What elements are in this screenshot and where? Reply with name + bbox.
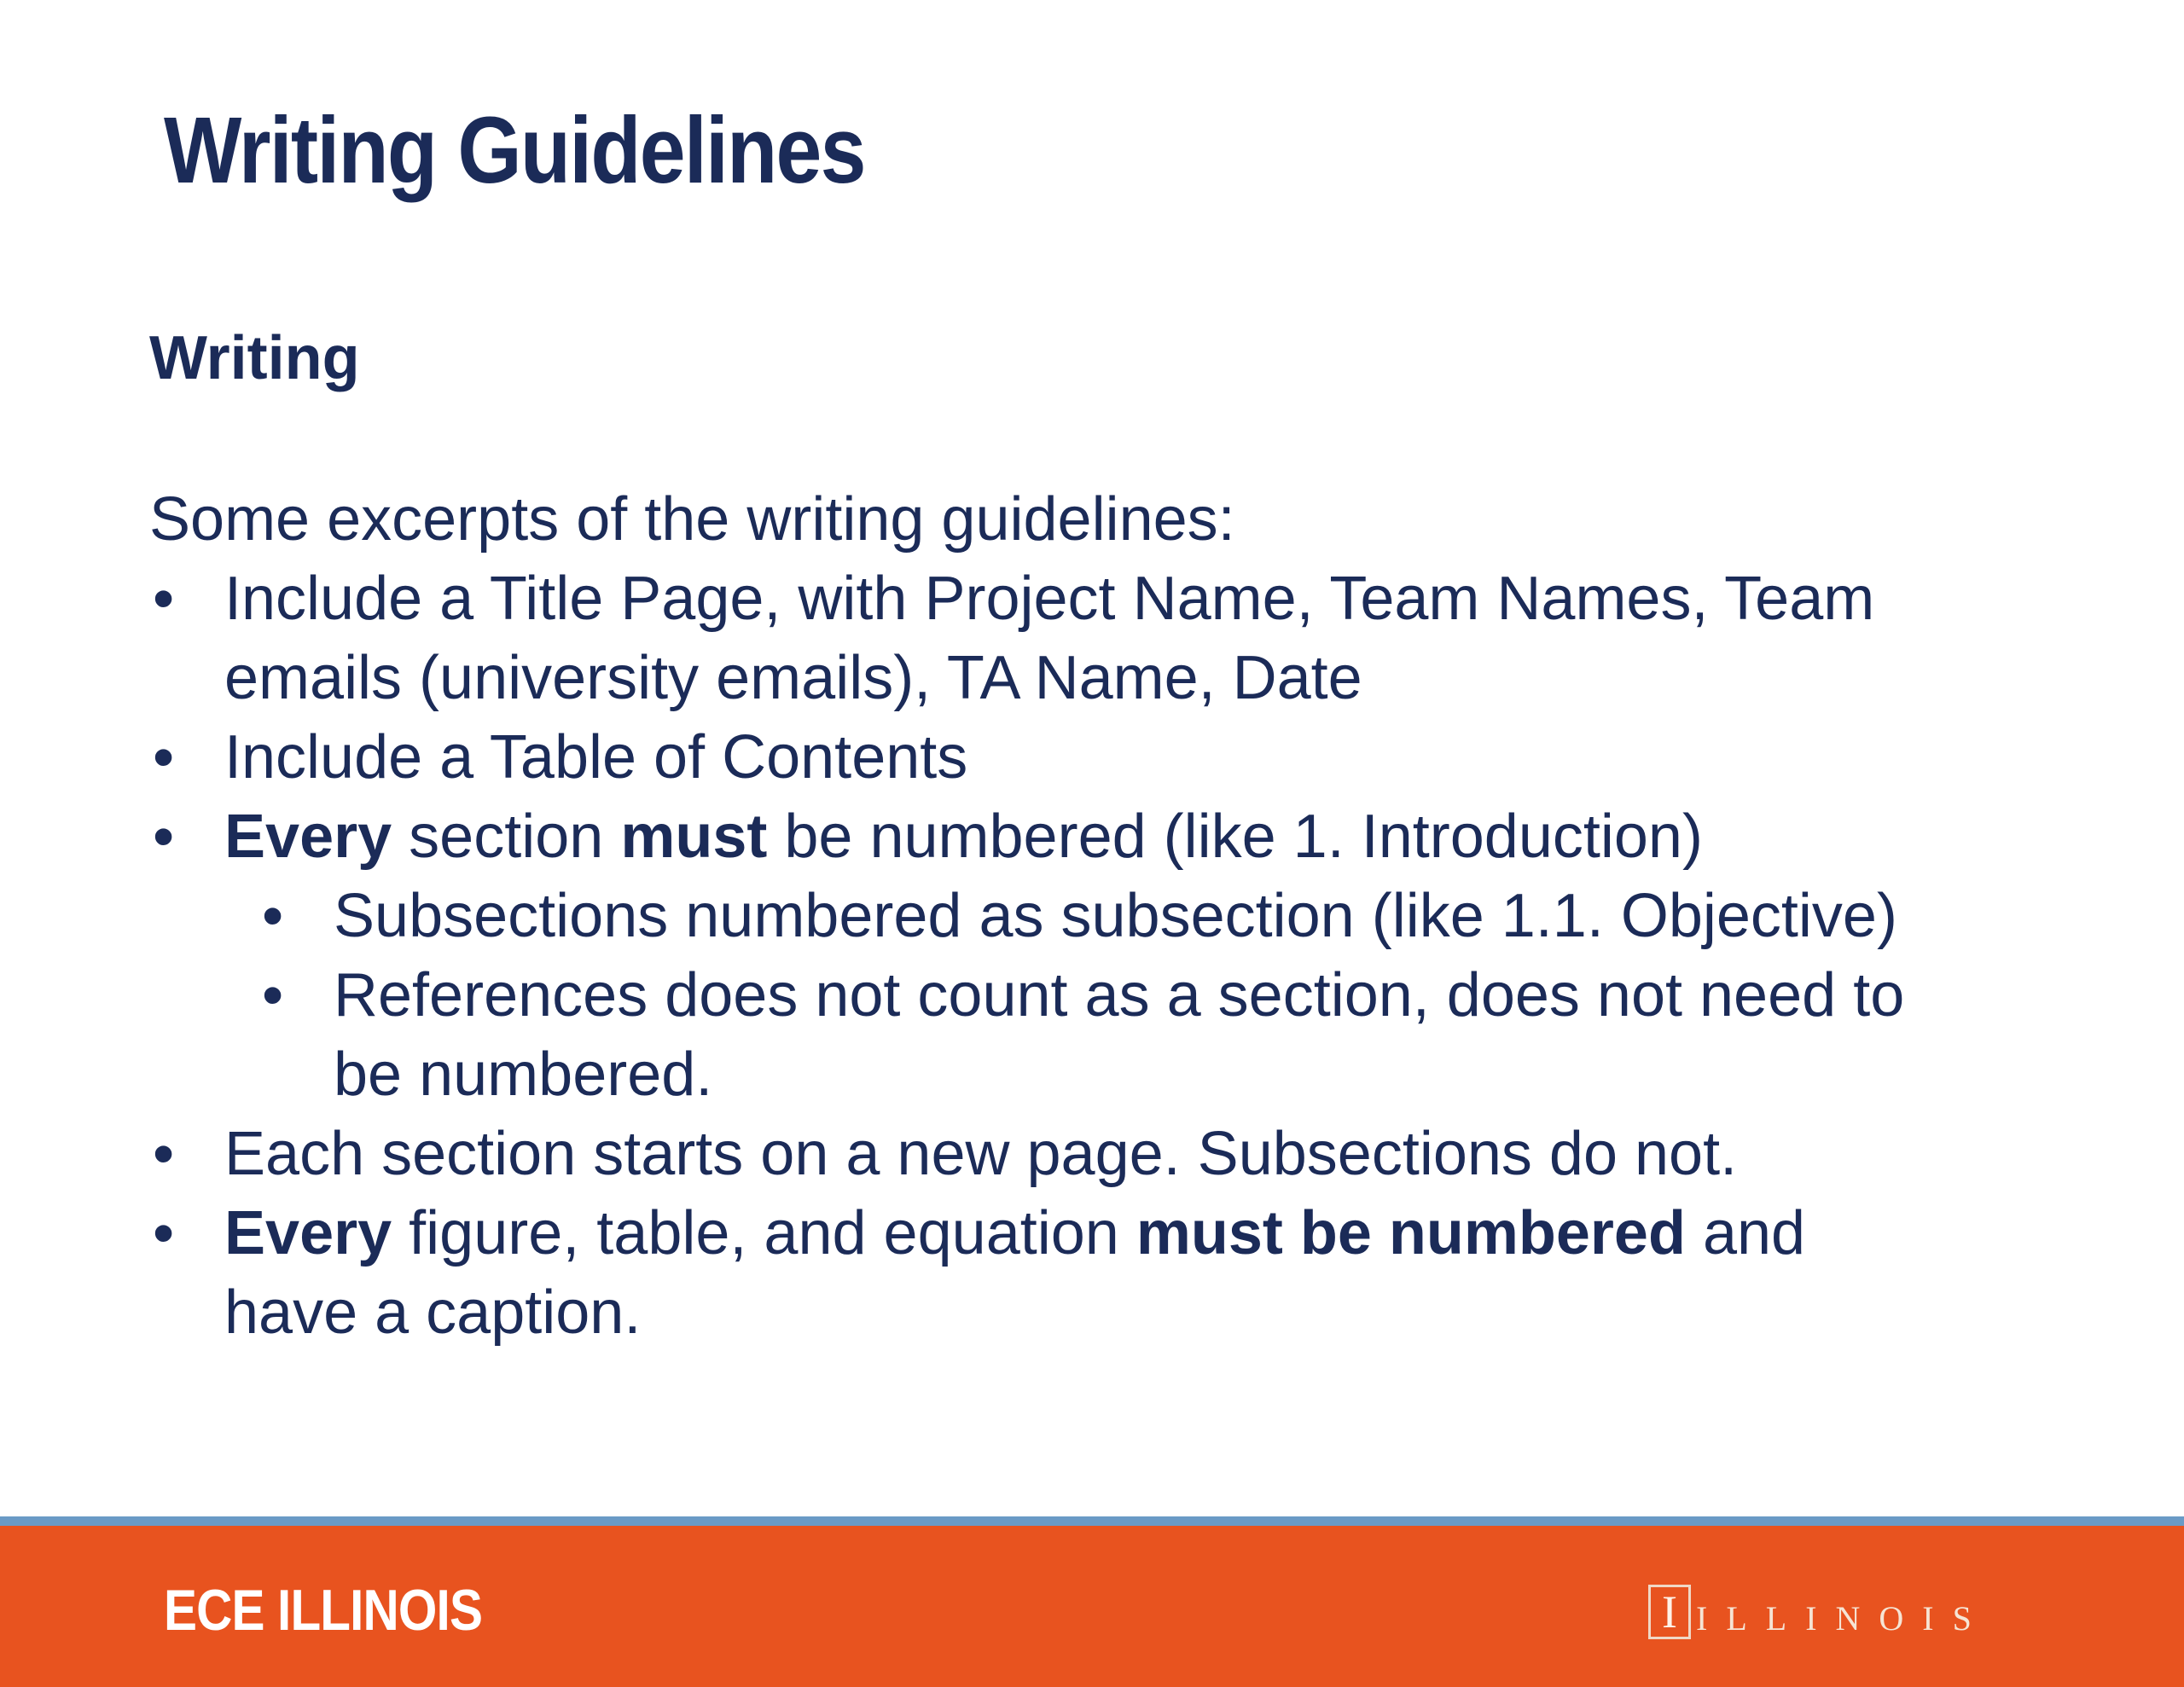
bullet-text: References does not count as a section, does not need to xyxy=(334,961,1905,1029)
bullet-new-page xyxy=(149,1115,2111,1194)
bullet-section-numbering xyxy=(149,797,2111,877)
bullet-table-of-contents xyxy=(149,718,2111,797)
bold-text: Every xyxy=(224,803,392,871)
bullet-text: and xyxy=(1685,1199,1806,1267)
intro-text: Some excerpts of the writing guidelines: xyxy=(149,485,1235,554)
bullet-icon: • xyxy=(262,882,284,950)
bullet-text: be numbered (like 1. Introduction) xyxy=(767,803,1703,871)
bullet-text: figure, table, and equation xyxy=(392,1199,1136,1267)
illinois-logo xyxy=(1648,1576,1990,1644)
bold-text: must be numbered xyxy=(1136,1199,1686,1267)
bullet-title-page xyxy=(149,559,2111,718)
bullet-icon: • xyxy=(153,803,175,871)
bullet-figures-captions xyxy=(149,1194,2111,1353)
bullet-text: Subsections numbered as subsection (like 1.1. Objective) xyxy=(334,882,1897,950)
slide-body xyxy=(149,480,2111,1353)
bullet-text: section xyxy=(392,803,621,871)
illinois-i-mark-icon: I xyxy=(1648,1585,1691,1639)
bold-text: Every xyxy=(224,1199,392,1267)
bullet-icon: • xyxy=(153,565,175,633)
bullet-icon: • xyxy=(262,961,284,1029)
bullet-text: have a caption. xyxy=(224,1278,642,1347)
bold-text: must xyxy=(620,803,768,871)
bullet-text: Each section starts on a new page. Subsections do not. xyxy=(224,1120,1738,1188)
bullet-text: be numbered. xyxy=(334,1041,713,1109)
bullet-text: emails (university emails), TA Name, Date xyxy=(224,644,1362,712)
bullet-icon: • xyxy=(153,723,175,791)
footer-divider xyxy=(0,1516,2184,1526)
bullet-text: Include a Title Page, with Project Name, Team Names, Team xyxy=(224,565,1875,633)
bullet-icon: • xyxy=(153,1120,175,1188)
ece-illinois-logo: ECE ILLINOIS xyxy=(164,1578,483,1643)
sub-bullet-subsections xyxy=(149,877,2111,956)
bullet-icon: • xyxy=(153,1199,175,1267)
sub-bullet-references xyxy=(149,956,2111,1115)
slide-title: Writing Guidelines xyxy=(164,98,865,203)
bullet-list xyxy=(149,559,2111,1353)
section-heading: Writing xyxy=(149,324,360,392)
bullet-text: Include a Table of Contents xyxy=(224,723,968,791)
illinois-wordmark: ILLINOIS xyxy=(1696,1599,1990,1638)
